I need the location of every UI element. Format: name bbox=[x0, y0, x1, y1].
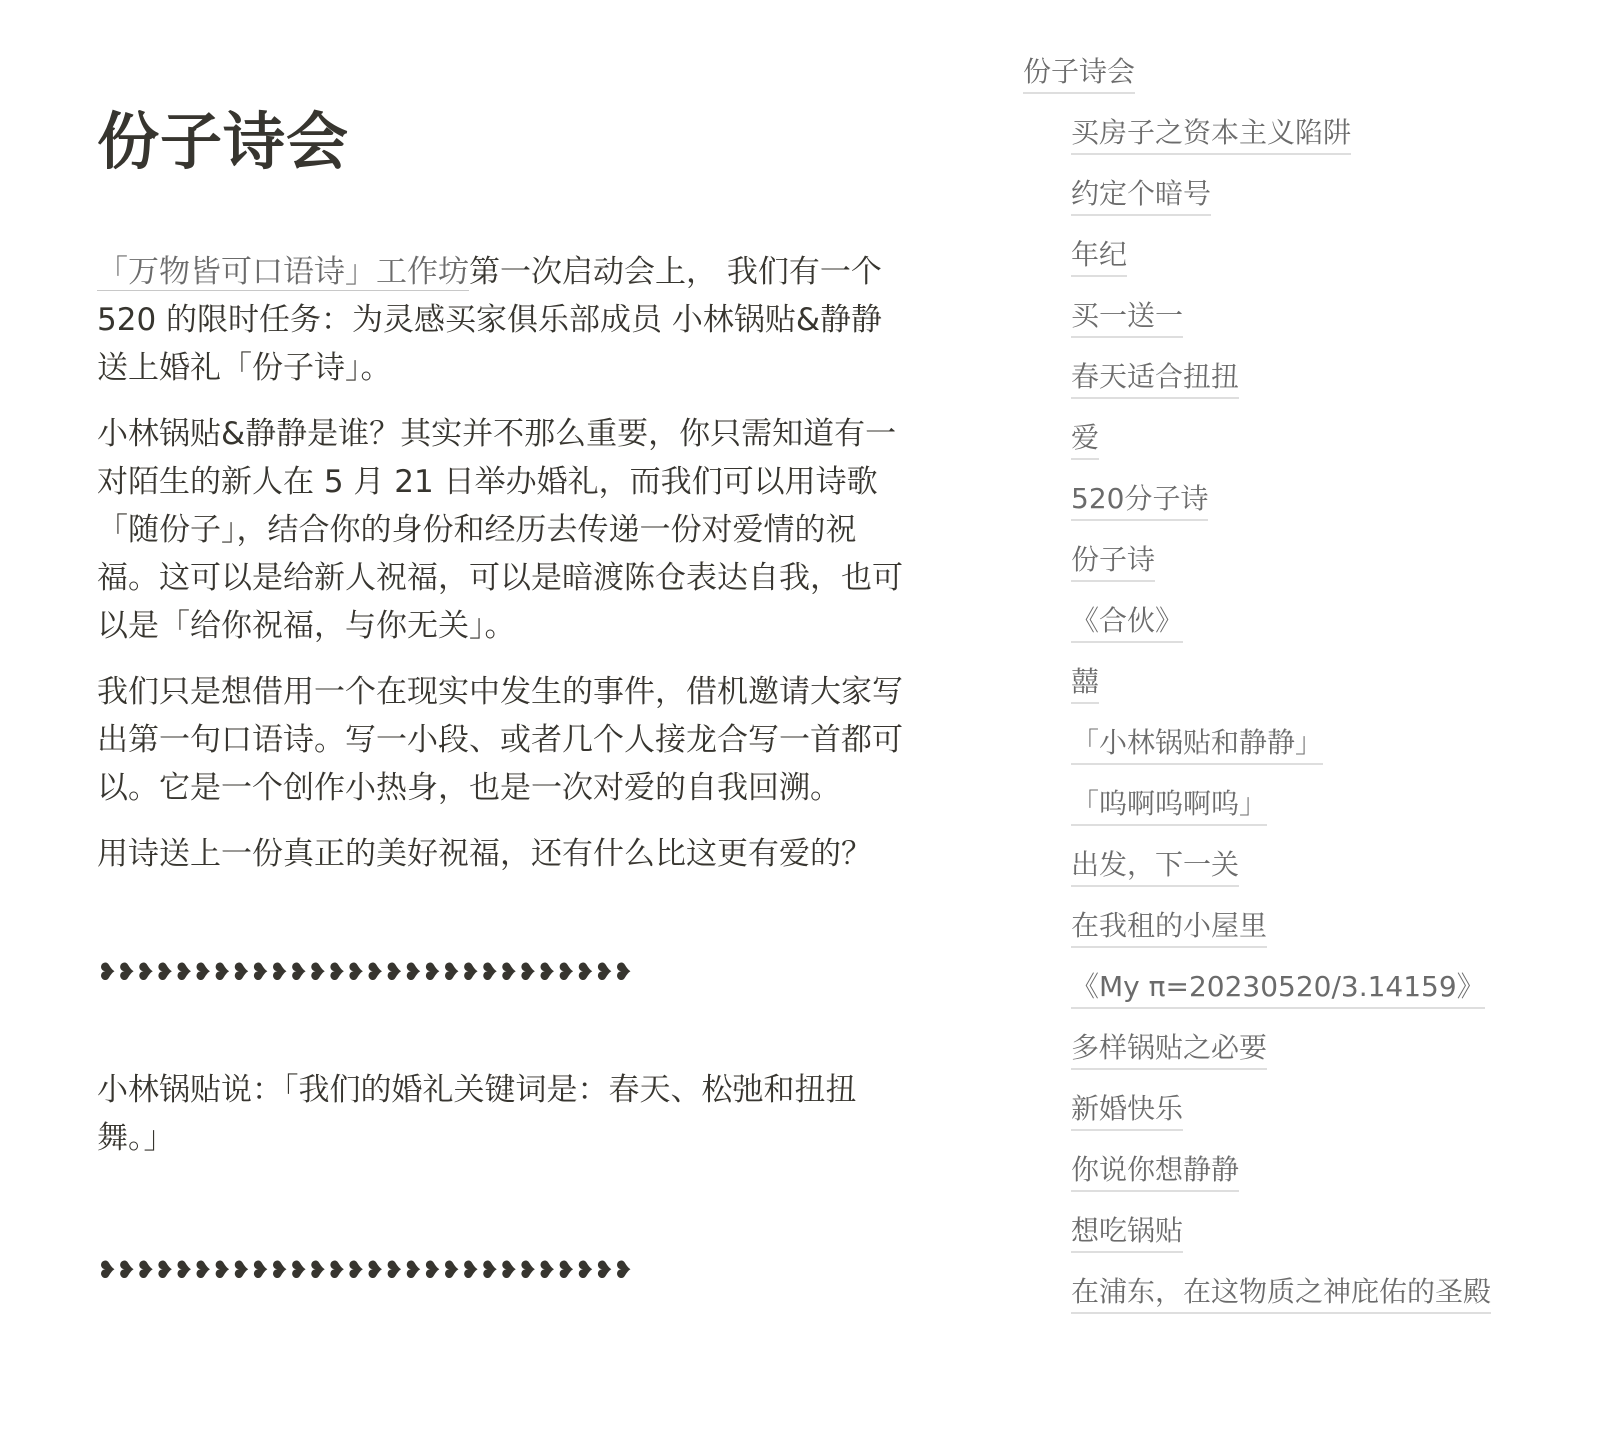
heart-divider: ❥❥❥❥❥❥❥❥❥❥❥❥❥❥❥❥❥❥❥❥❥❥❥❥❥❥❥❥ bbox=[97, 958, 633, 986]
toc-item bbox=[1023, 418, 1583, 479]
toc-item bbox=[1023, 784, 1583, 845]
toc-item bbox=[1023, 662, 1583, 723]
toc-link[interactable]: 在浦东，在这物质之神庇佑的圣殿 bbox=[1071, 1272, 1491, 1314]
toc-link[interactable]: 出发，下一关 bbox=[1071, 845, 1239, 887]
toc-item bbox=[1023, 235, 1583, 296]
toc-item bbox=[1023, 52, 1583, 113]
toc-link[interactable]: 520分子诗 bbox=[1071, 479, 1208, 521]
workshop-link[interactable]: 「万物皆可口语诗」工作坊 bbox=[97, 254, 469, 290]
toc-link[interactable]: 新婚快乐 bbox=[1071, 1089, 1183, 1131]
toc-item bbox=[1023, 1150, 1583, 1211]
table-of-contents bbox=[1023, 52, 1583, 1333]
intro-paragraph bbox=[97, 248, 917, 392]
toc-item bbox=[1023, 601, 1583, 662]
toc-item bbox=[1023, 174, 1583, 235]
intro-paragraph-text: 第一次启动会上， 我们有一个 520 的限时任务：为灵感买家俱乐部成员 小林锅贴&静静 送上婚礼「份子诗」。 bbox=[97, 254, 883, 386]
toc-link[interactable]: 你说你想静静 bbox=[1071, 1150, 1239, 1192]
toc-link[interactable]: 买一送一 bbox=[1071, 296, 1183, 338]
toc-link[interactable]: 年纪 bbox=[1071, 235, 1127, 277]
toc-item bbox=[1023, 113, 1583, 174]
toc-link[interactable]: 爱 bbox=[1071, 418, 1099, 460]
toc-item bbox=[1023, 967, 1583, 1028]
toc-item bbox=[1023, 296, 1583, 357]
paragraph-who: 小林锅贴&静静是谁？其实并不那么重要，你只需知道有一对陌生的新人在 5 月 21 日举办婚礼，而我们可以用诗歌「随份子」，结合你的身份和经历去传递一份对爱情的祝福。这可以是给新人祝福，可以是暗渡陈仓表达自我，也可以是「给你祝福，与你无关」。 bbox=[97, 416, 903, 644]
toc-item bbox=[1023, 1211, 1583, 1272]
toc-item bbox=[1023, 479, 1583, 540]
toc-item bbox=[1023, 845, 1583, 906]
toc-link[interactable]: 想吃锅贴 bbox=[1071, 1211, 1183, 1253]
toc-item bbox=[1023, 1028, 1583, 1089]
toc-link[interactable]: 「小林锅贴和静静」 bbox=[1071, 723, 1323, 765]
article bbox=[97, 100, 917, 1364]
toc-item bbox=[1023, 357, 1583, 418]
toc-link[interactable]: 份子诗 bbox=[1071, 540, 1155, 582]
toc-link[interactable]: 囍 bbox=[1071, 662, 1099, 704]
paragraph-purpose: 我们只是想借用一个在现实中发生的事件，借机邀请大家写出第一句口语诗。写一小段、或者几个人接龙合写一首都可以。它是一个创作小热身，也是一次对爱的自我回溯。 bbox=[97, 674, 903, 806]
toc-link[interactable]: 春天适合扭扭 bbox=[1071, 357, 1239, 399]
toc-item bbox=[1023, 1272, 1583, 1333]
toc-link[interactable]: 「呜啊呜啊呜」 bbox=[1071, 784, 1267, 826]
toc-link[interactable]: 约定个暗号 bbox=[1071, 174, 1211, 216]
toc-link[interactable]: 《My π=20230520/3.14159》 bbox=[1071, 967, 1485, 1009]
toc-link[interactable]: 份子诗会 bbox=[1023, 52, 1135, 94]
toc-link[interactable]: 《合伙》 bbox=[1071, 601, 1183, 643]
toc-item bbox=[1023, 723, 1583, 784]
toc-link[interactable]: 在我租的小屋里 bbox=[1071, 906, 1267, 948]
paragraph-blessing: 用诗送上一份真正的美好祝福，还有什么比这更有爱的？ bbox=[97, 836, 872, 872]
page-title: 份子诗会 bbox=[97, 105, 350, 178]
toc-item bbox=[1023, 540, 1583, 601]
toc-link[interactable]: 买房子之资本主义陷阱 bbox=[1071, 113, 1351, 155]
paragraph-quote: 小林锅贴说：「我们的婚礼关键词是：春天、松弛和扭扭舞。」 bbox=[97, 1072, 857, 1156]
toc-link[interactable]: 多样锅贴之必要 bbox=[1071, 1028, 1267, 1070]
toc-item bbox=[1023, 1089, 1583, 1150]
heart-divider-second: ❥❥❥❥❥❥❥❥❥❥❥❥❥❥❥❥❥❥❥❥❥❥❥❥❥❥❥❥ bbox=[97, 1256, 633, 1284]
toc-item bbox=[1023, 906, 1583, 967]
